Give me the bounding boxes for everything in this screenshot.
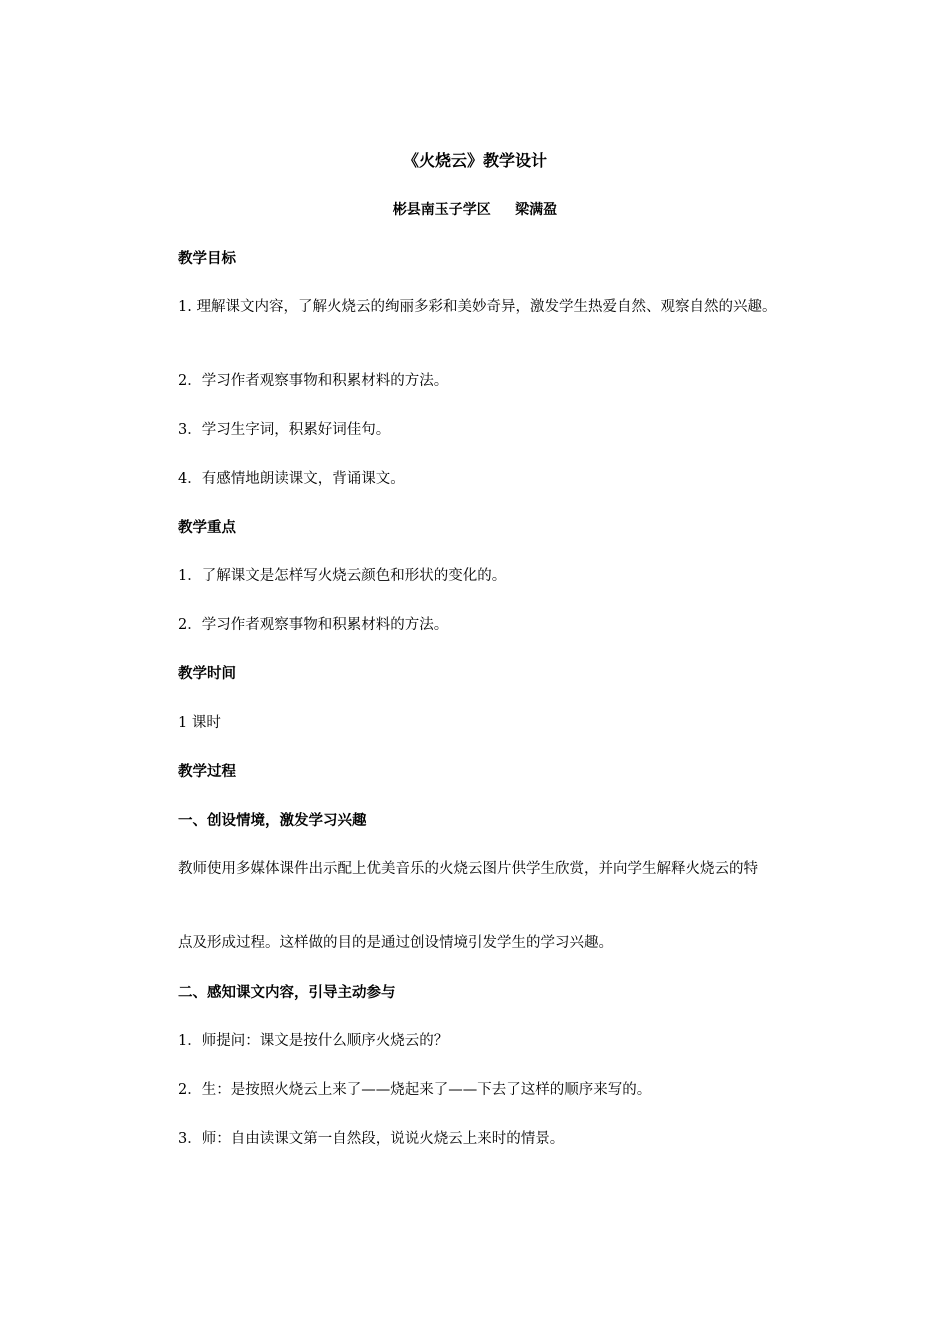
section-2-heading: 二、感知课文内容，引导主动参与 xyxy=(178,984,396,1001)
author-line: 彬县南玉子学区 梁满盈 xyxy=(392,202,558,218)
goal-item-2: 2．学习作者观察事物和积累材料的方法。 xyxy=(178,373,449,389)
focus-item-1: 1．了解课文是怎样写火烧云颜色和形状的变化的。 xyxy=(178,568,507,584)
section-1-heading: 一、创设情境，激发学习兴趣 xyxy=(178,812,367,829)
process-heading: 教学过程 xyxy=(178,763,236,780)
focus-item-2: 2．学习作者观察事物和积累材料的方法。 xyxy=(178,617,449,633)
goals-heading: 教学目标 xyxy=(178,250,236,267)
section-1-paragraph: 教师使用多媒体课件出示配上优美音乐的火烧云图片供学生欣赏，并向学生解释火烧云的特 xyxy=(178,861,758,877)
goal-item-4: 4．有感情地朗读课文，背诵课文。 xyxy=(178,471,405,487)
section-1-paragraph-continued: 点及形成过程。这样做的目的是通过创设情境引发学生的学习兴趣。 xyxy=(178,935,613,951)
step-item-3: 3．师：自由读课文第一自然段，说说火烧云上来时的情景。 xyxy=(178,1131,565,1147)
goal-item-1: 1. 理解课文内容，了解火烧云的绚丽多彩和美妙奇异，激发学生热爱自然、观察自然的兴趣。 xyxy=(178,299,777,315)
goal-item-3: 3．学习生字词，积累好词佳句。 xyxy=(178,422,391,438)
document-title: 《火烧云》教学设计 xyxy=(402,151,547,170)
time-value: 1 课时 xyxy=(178,715,221,731)
focus-heading: 教学重点 xyxy=(178,519,236,536)
step-item-1: 1．师提问：课文是按什么顺序火烧云的？ xyxy=(178,1033,449,1049)
step-item-2: 2．生：是按照火烧云上来了——烧起来了——下去了这样的顺序来写的。 xyxy=(178,1082,652,1098)
time-heading: 教学时间 xyxy=(178,665,236,682)
